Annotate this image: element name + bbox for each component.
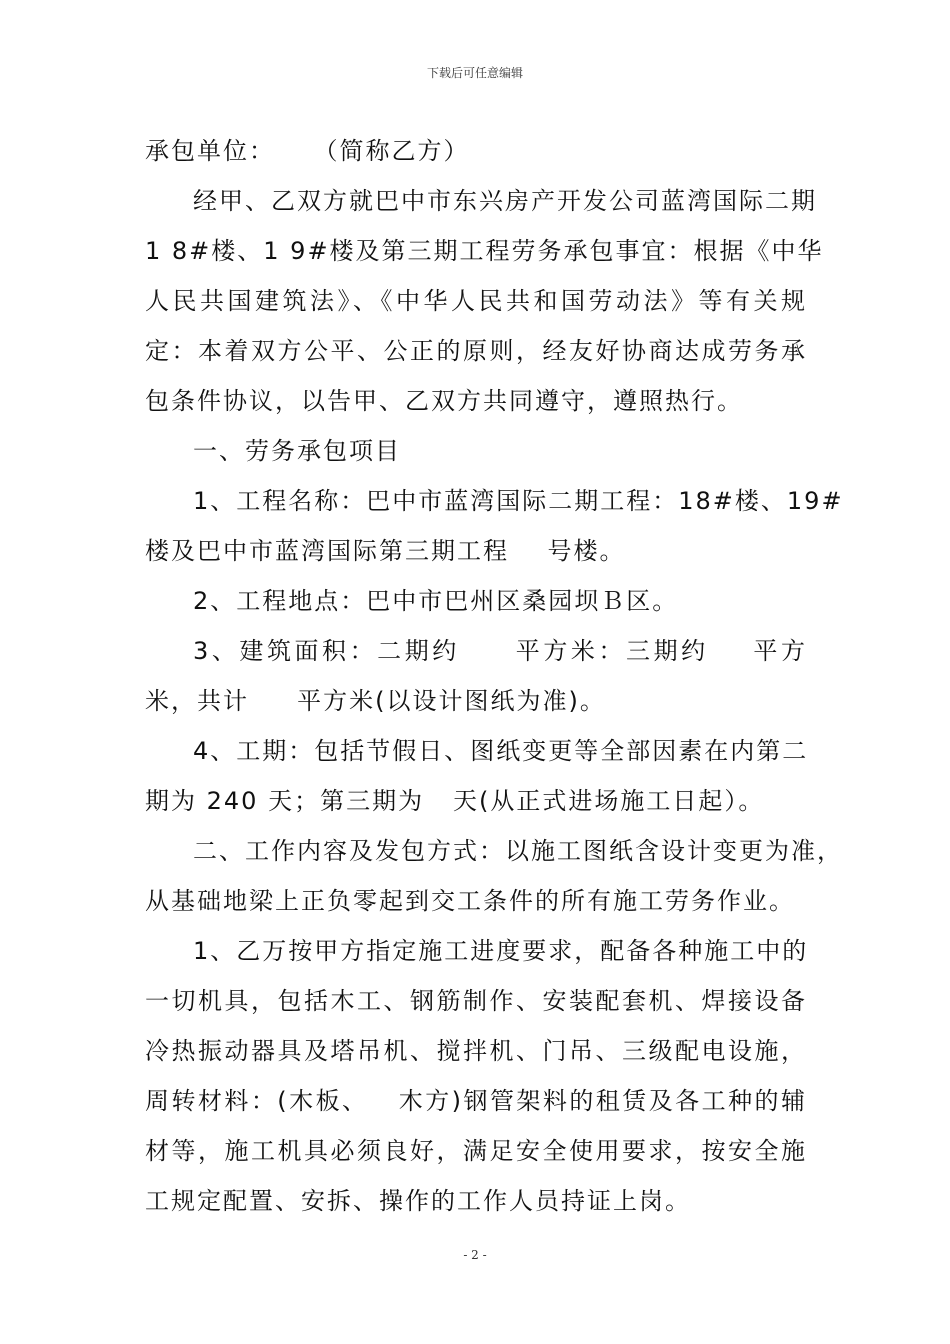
- text-line: 1、工程名称：巴中市蓝湾国际二期工程：18#楼、19#: [193, 487, 844, 515]
- page-number: - 2 -: [463, 1248, 487, 1262]
- text-line: 工规定配置、安拆、操作的工作人员持证上岗。: [145, 1187, 691, 1215]
- text-line: 定：本着双方公平、公正的原则，经友好协商达成劳务承: [145, 337, 807, 365]
- text-line: 一切机具，包括木工、钢筋制作、安装配套机、焊接设备: [145, 987, 807, 1015]
- text-line: 期为 240 天；第三期为 天(从正式进场施工日起）。: [145, 787, 765, 815]
- text-line: 包条件协议，以告甲、乙双方共同遵守，遵照热行。: [145, 387, 743, 415]
- text-line: 周转材料：(木板、 木方)钢管架料的租赁及各工种的辅: [145, 1087, 807, 1115]
- text-line: 承包单位： （简称乙方）: [145, 137, 470, 165]
- text-line: 4、工期：包括节假日、图纸变更等全部因素在内第二: [193, 737, 809, 765]
- text-line: 2、工程地点：巴中市巴州区桑园坝Ｂ区。: [193, 587, 679, 615]
- text-line: 从基础地梁上正负零起到交工条件的所有施工劳务作业。: [145, 887, 795, 915]
- text-line: 经甲、乙双方就巴中市东兴房产开发公司蓝湾国际二期: [193, 187, 817, 215]
- text-line: 材等，施工机具必须良好，满足安全使用要求，按安全施: [145, 1137, 807, 1165]
- text-line: 冷热振动器具及塔吊机、搅拌机、门吊、三级配电设施，: [145, 1037, 807, 1065]
- text-line: 1、乙万按甲方指定施工进度要求，配备各种施工中的: [193, 937, 809, 965]
- section-heading: 二、工作内容及发包方式：以施工图纸含设计变更为准，: [193, 837, 843, 865]
- text-line: 1 8#楼、1 9#楼及第三期工程劳务承包事宜：根据《中华: [145, 237, 824, 265]
- page-header: 下载后可任意编辑: [426, 66, 523, 80]
- section-heading: 一、劳务承包项目: [193, 437, 401, 465]
- text-line: 楼及巴中市蓝湾国际第三期工程 号楼。: [145, 537, 626, 565]
- document-body: [145, 126, 844, 1226]
- text-line: 人民共国建筑法》、《中华人民共和国劳动法》等有关规: [145, 287, 807, 315]
- text-line: 米，共计 平方米(以设计图纸为准)。: [145, 687, 606, 715]
- text-line: 3、建筑面积：二期约 平方米：三期约 平方: [193, 637, 807, 665]
